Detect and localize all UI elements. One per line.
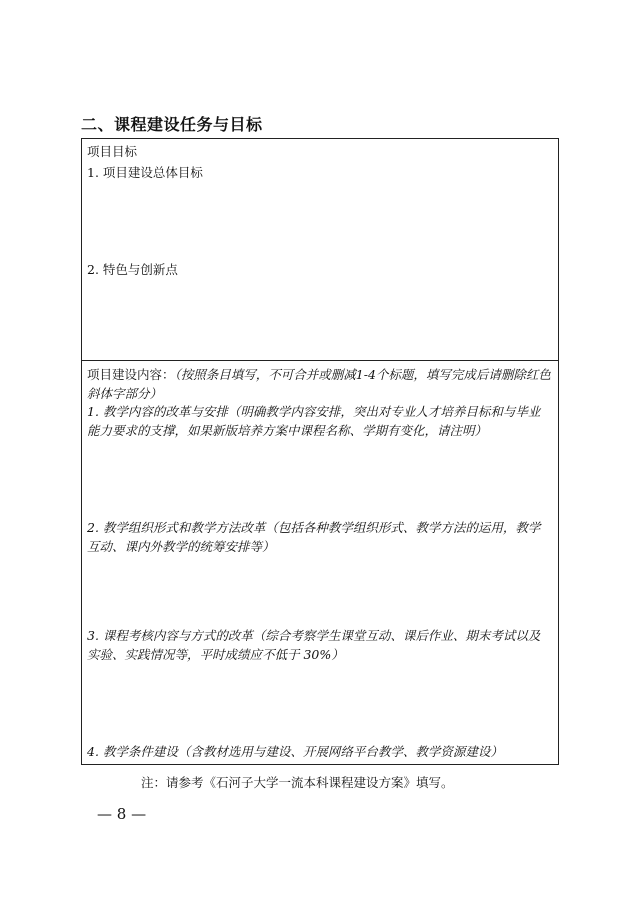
content-cell (82, 360, 558, 764)
content-heading: 项目建设内容： (87, 367, 175, 382)
page-number: — 8 — (97, 805, 147, 823)
content-item-1-note: （明确教学内容安排，突出对专业人才培养目标和与毕业能力要求的支撑，如果新版培养方案中课程名称、学期有变化，请注明） (87, 404, 541, 438)
content-item-4-note: （含教材选用与建设、开展网络平台教学、教学资源建设） (177, 744, 503, 759)
content-heading-note: （按照条目填写，不可合并或删减1-4个标题，填写完成后请删除红色斜体字部分） (87, 367, 551, 401)
content-item-2-title: 2. 教学组织形式和教学方法改革 (87, 520, 266, 535)
content-item-3-title: 3. 课程考核内容与方式的改革 (87, 628, 253, 643)
content-item-1-title: 1. 教学内容的改革与安排 (87, 404, 228, 419)
content-item-4-title: 4. 教学条件建设 (87, 744, 178, 759)
objective-item-2: 2. 特色与创新点 (87, 262, 178, 277)
task-table (81, 138, 559, 765)
section-title: 二、课程建设任务与目标 (81, 115, 263, 134)
objective-item-1: 1. 项目建设总体目标 (87, 165, 203, 180)
content-item-3 (87, 626, 552, 664)
objectives-cell (82, 139, 558, 361)
content-item-3-note: （综合考察学生课堂互动、课后作业、期末考试以及实验、实践情况等，平时成绩应不低于 30%） (87, 628, 541, 662)
content-item-2-note: （包括各种教学组织形式、教学方法的运用，教学互动、课内外教学的统筹安排等） (87, 520, 541, 554)
footnote: 注：请参考《石河子大学一流本科课程建设方案》填写。 (141, 775, 454, 790)
objectives-heading: 项目目标 (87, 144, 138, 159)
content-item-2 (87, 518, 552, 556)
content-item-1 (87, 402, 552, 440)
content-item-4 (87, 742, 552, 761)
content-heading-block (87, 365, 552, 403)
